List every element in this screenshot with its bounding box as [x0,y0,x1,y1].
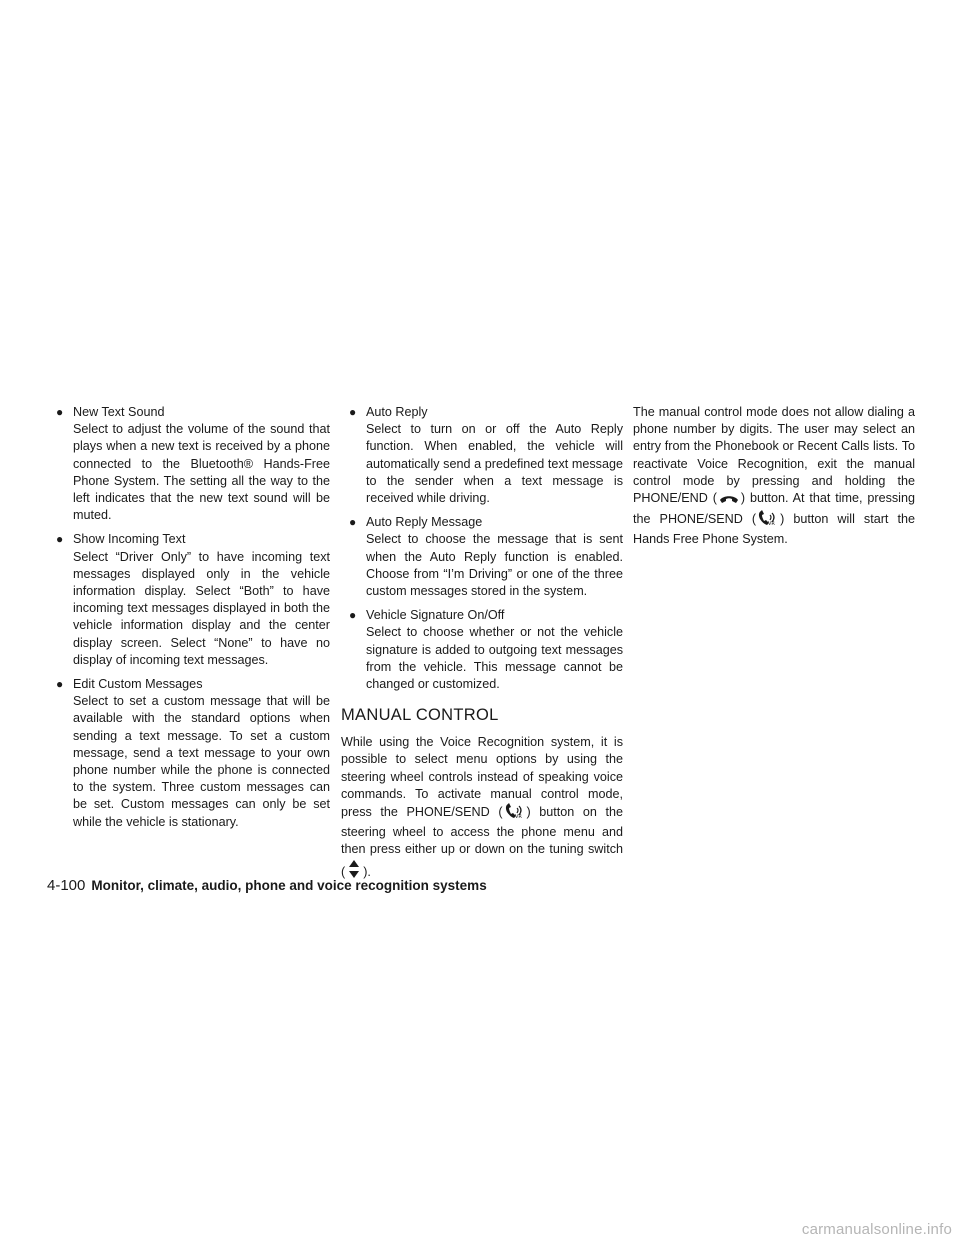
list-item-edit-custom-messages [48,676,330,831]
item-title: Auto Reply Message [366,515,483,530]
para-text: ) button will start the Hands Free Phone System. [633,512,915,547]
bullet-icon: ● [349,405,357,419]
section-heading-manual-control: MANUAL CONTROL [341,706,499,725]
para-text: While using the Voice Recognition system, it is possible to select menu options by using the steering wheel controls instead of speaking voice commands. To activate manual control mode, press the PHONE/SEND ( [341,735,623,820]
list-item-new-text-sound [48,404,330,524]
item-body: Select to set a custom message that will be available with the standard options when sending a text message. To set a custom message, send a text message to your own phone number while the phone is connected to the system. Three custom messages can be set. Custom messages can only be set while the vehicle is stationary. [73,694,330,829]
item-body: Select to adjust the volume of the sound that plays when a new text is received by a phone connected to the Bluetooth® Hands-Free Phone System. The setting all the way to the left indicates that the new text sound will be muted. [73,422,330,523]
manual-control-limits-paragraph [633,404,915,549]
bullet-icon: ● [349,608,357,623]
item-body: Select “Driver Only” to have incoming text messages displayed only in the vehicle information display. Select “Both” to have incoming text messages displayed in both the vehicle information display and the center display screen. Select “None” to have no display of incoming text messages. [73,549,330,667]
list-item-auto-reply [341,404,623,507]
item-body: Select to choose the message that is sent when the Auto Reply function is enabled. Choose from “I’m Driving” or one of the three custom messages stored in the system. [366,532,623,599]
phone-send-icon [758,510,778,531]
item-body: Select to choose whether or not the vehicle signature is added to outgoing text messages from the vehicle. This message cannot be changed or customized. [366,625,623,692]
para-text: ) button. At that time, pressing the PHONE/SEND ( [633,491,915,527]
column-right [633,404,915,549]
manual-control-paragraph [341,734,623,884]
item-body: Select to turn on or off the Auto Reply function. When enabled, the vehicle will automatically send a predefined text message to the sender when a text message is received while driving. [366,422,623,506]
bullet-icon: ● [349,515,357,530]
phone-send-icon [505,803,525,824]
para-text: ) button on the steering wheel to access the phone menu and then press either up or down on the tuning switch ( [341,805,623,879]
item-title: Vehicle Signature On/Off [366,608,505,623]
watermark: carmanualsonline.info [801,1221,952,1238]
page-footer [47,877,487,895]
item-title: Edit Custom Messages [73,677,203,692]
item-title: New Text Sound [73,405,165,419]
item-title: Auto Reply [366,405,428,419]
list-item-show-incoming-text [48,531,330,669]
bullet-icon: ● [56,532,64,547]
footer-title: Monitor, climate, audio, phone and voice recognition systems [91,878,487,893]
para-text: The manual control mode does not allow dialing a phone number by digits. The user may select an entry from the Phonebook or Recent Calls lists. To reactivate Voice Recognition, exit the manual control mode by pressing and holding the PHONE/END ( [633,405,915,506]
bullet-icon: ● [56,405,64,419]
svg-text:VR: VR [768,521,775,527]
page-number: 4-100 [47,877,86,894]
phone-end-icon [719,493,739,510]
bullet-icon: ● [56,677,64,692]
column-left [48,404,330,838]
para-text: ). [363,864,371,879]
column-middle [341,404,623,884]
item-title: Show Incoming Text [73,532,186,547]
svg-text:VR: VR [514,814,522,820]
list-item-auto-reply-message [341,514,623,600]
list-item-vehicle-signature [341,607,623,693]
